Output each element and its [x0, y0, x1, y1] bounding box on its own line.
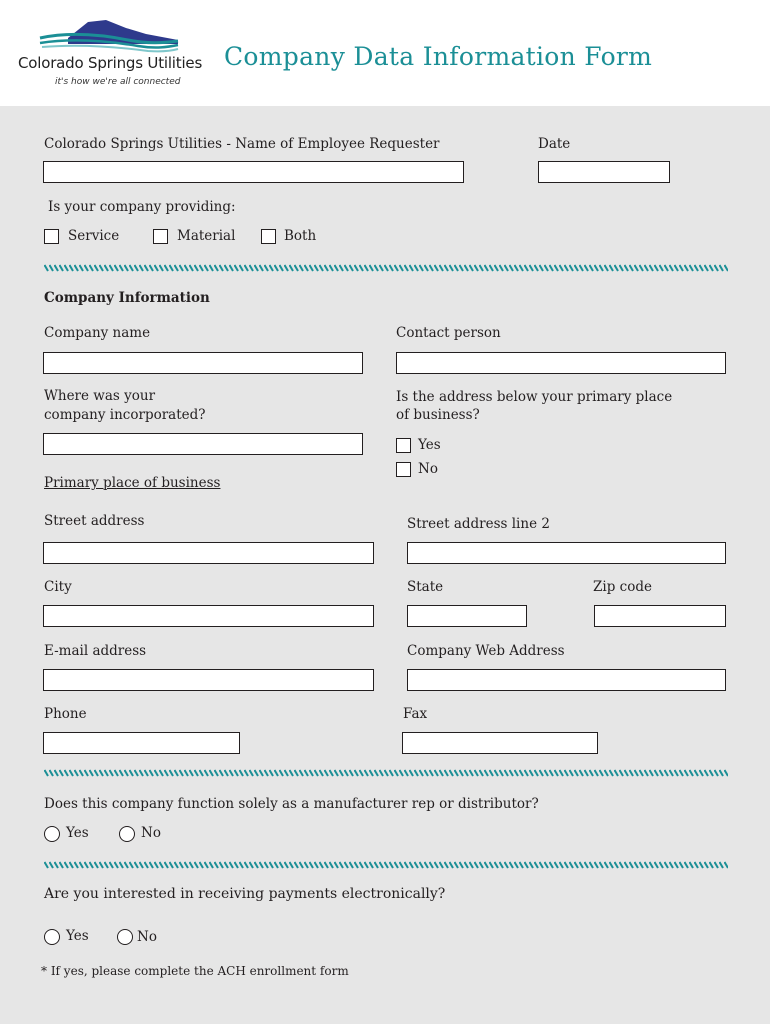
state-field[interactable]	[407, 605, 527, 627]
requester-name-label: Colorado Springs Utilities - Name of Employee Requester	[44, 136, 440, 152]
incorporated-field[interactable]	[43, 433, 363, 455]
rep-yes-radio[interactable]	[44, 826, 60, 842]
web-label: Company Web Address	[407, 643, 565, 659]
date-label: Date	[538, 136, 571, 152]
page-title: Company Data Information Form	[224, 42, 653, 71]
rep-question: Does this company function solely as a manufacturer rep or distributor?	[44, 796, 539, 812]
contact-person-label: Contact person	[396, 325, 501, 341]
electronic-yes-label: Yes	[66, 928, 89, 944]
ach-note: * If yes, please complete the ACH enrollment form	[41, 964, 349, 978]
date-field[interactable]	[538, 161, 670, 183]
fax-field[interactable]	[402, 732, 598, 754]
service-checkbox[interactable]	[44, 229, 59, 244]
street-field[interactable]	[43, 542, 374, 564]
mountain-logo-icon	[38, 16, 180, 54]
requester-name-field[interactable]	[43, 161, 464, 183]
providing-question: Is your company providing:	[48, 199, 236, 215]
logo-tagline: it's how we're all connected	[55, 77, 181, 87]
fax-label: Fax	[403, 706, 428, 722]
street2-field[interactable]	[407, 542, 726, 564]
electronic-no-radio[interactable]	[117, 929, 133, 945]
material-checkbox[interactable]	[153, 229, 168, 244]
rep-no-radio[interactable]	[119, 826, 135, 842]
section-divider	[44, 861, 728, 869]
street-label: Street address	[44, 513, 145, 529]
phone-label: Phone	[44, 706, 87, 722]
incorporated-label-line1: Where was your	[44, 388, 156, 404]
zip-label: Zip code	[593, 579, 652, 595]
state-label: State	[407, 579, 444, 595]
web-address-field[interactable]	[407, 669, 726, 691]
email-field[interactable]	[43, 669, 374, 691]
street2-label: Street address line 2	[407, 516, 550, 532]
incorporated-label-line2: company incorporated?	[44, 407, 206, 423]
electronic-question: Are you interested in receiving payments electronically?	[44, 886, 446, 902]
rep-yes-label: Yes	[66, 825, 89, 841]
service-label: Service	[68, 228, 120, 244]
zip-field[interactable]	[594, 605, 726, 627]
city-label: City	[44, 579, 72, 595]
primary-question-line1: Is the address below your primary place	[396, 389, 673, 405]
city-field[interactable]	[43, 605, 374, 627]
logo-name: Colorado Springs Utilities	[18, 54, 203, 72]
section-divider	[44, 264, 728, 272]
material-label: Material	[177, 228, 236, 244]
company-info-heading: Company Information	[44, 290, 210, 306]
company-name-field[interactable]	[43, 352, 363, 374]
primary-no-label: No	[418, 461, 438, 477]
primary-yes-checkbox[interactable]	[396, 438, 411, 453]
section-divider	[44, 769, 728, 777]
electronic-yes-radio[interactable]	[44, 929, 60, 945]
company-name-label: Company name	[44, 325, 151, 341]
electronic-no-label: No	[137, 929, 157, 945]
primary-question-line2: of business?	[396, 407, 480, 423]
primary-no-checkbox[interactable]	[396, 462, 411, 477]
business-heading: Primary place of business	[44, 475, 221, 491]
contact-person-field[interactable]	[396, 352, 726, 374]
primary-yes-label: Yes	[418, 437, 441, 453]
both-label: Both	[284, 228, 317, 244]
header	[0, 0, 770, 106]
rep-no-label: No	[141, 825, 161, 841]
both-checkbox[interactable]	[261, 229, 276, 244]
email-label: E-mail address	[44, 643, 147, 659]
phone-field[interactable]	[43, 732, 240, 754]
